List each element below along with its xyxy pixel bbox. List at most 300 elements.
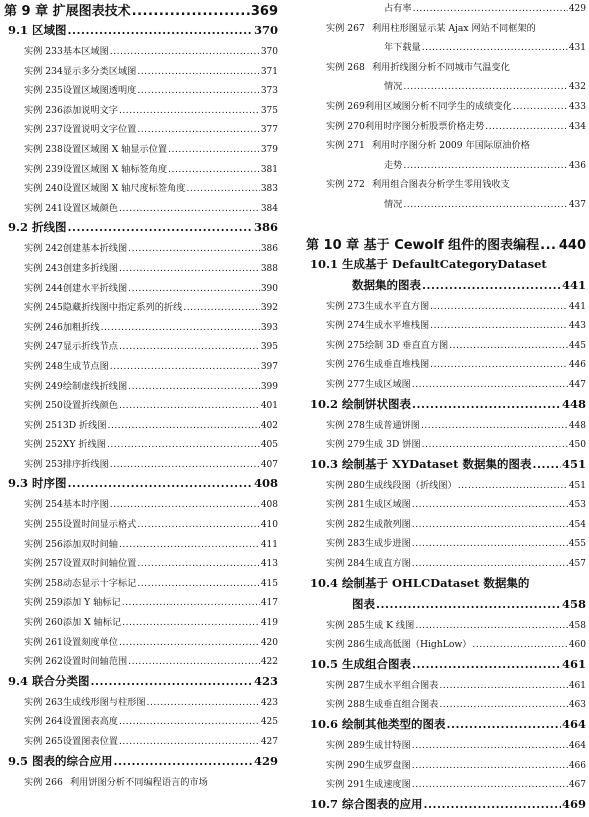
- entry-title: 动态显示十字标记: [62, 577, 137, 589]
- page-number: 460: [568, 640, 586, 651]
- section-heading: [306, 456, 586, 477]
- page-number: 451: [568, 480, 586, 491]
- toc-entry: [306, 376, 586, 396]
- entry-title: 利用折线图分析不同城市气温变化: [372, 61, 510, 73]
- section-title: 9.2 折线图: [8, 220, 67, 235]
- entry-title: 隐藏折线图中指定系列的折线: [62, 302, 183, 314]
- example-number: 实例 233: [24, 46, 63, 57]
- entry-title: 利用饼图分析不同编程语言的市场: [70, 776, 208, 788]
- page-number: 393: [260, 322, 278, 333]
- example-number: 实例 279: [326, 439, 365, 451]
- toc-entry-continued: [306, 157, 586, 177]
- leader-dots: [412, 519, 568, 530]
- entry-title: 生成 K 线图: [364, 619, 415, 631]
- page-number: 461: [568, 680, 586, 691]
- page-number: 455: [568, 539, 586, 550]
- section-heading: [4, 673, 278, 694]
- example-number: 实例 268: [326, 61, 365, 73]
- entry-title: 生成垂直组合图表: [364, 699, 439, 711]
- page-number: 429: [253, 753, 278, 768]
- toc-entry: [4, 456, 278, 476]
- toc-entry: [306, 176, 586, 196]
- leader-dots: [110, 459, 260, 470]
- leader-dots: [137, 558, 259, 569]
- example-number: 实例 244: [24, 282, 63, 294]
- toc-entry: [4, 733, 278, 753]
- entry-title: 设置区域图 X 轴标签角度: [62, 163, 168, 175]
- entry-title: 生成甘特图: [364, 740, 411, 752]
- leader-dots: [137, 66, 259, 77]
- page-number: 423: [260, 697, 278, 708]
- page-number: 411: [260, 539, 278, 550]
- leader-dots: [540, 238, 558, 253]
- entry-title: 生成线形图与柱形图: [62, 696, 146, 708]
- entry-title: 生成垂直堆栈图: [364, 359, 430, 371]
- toc-entry: [4, 82, 278, 102]
- example-number: 实例 287: [326, 679, 365, 691]
- page-number: 437: [568, 199, 586, 210]
- example-number: 实例 286: [326, 639, 365, 651]
- toc-entry: [4, 43, 278, 63]
- page-number: 441: [561, 277, 586, 292]
- toc-entry: [306, 298, 586, 318]
- leader-dots: [412, 779, 568, 790]
- example-number: 实例 257: [24, 558, 63, 570]
- example-number: 实例 281: [326, 499, 365, 511]
- example-number: 实例 258: [24, 577, 63, 589]
- example-number: 实例 285: [326, 619, 365, 631]
- page-number: 370: [253, 23, 278, 37]
- page-number: 375: [260, 105, 278, 116]
- chapter-title: 第 10 章 基于 Cewolf 组件的图表编程: [306, 237, 540, 253]
- leader-dots: [422, 42, 568, 53]
- entry-title: 占有率: [384, 3, 412, 14]
- example-number: 实例 247: [24, 341, 63, 353]
- page-number: 427: [260, 737, 278, 747]
- entry-title: XY 折线图: [62, 439, 106, 451]
- leader-dots: [485, 121, 568, 132]
- section-title: 9.4 联合分类图: [8, 673, 90, 688]
- toc-entry: [306, 477, 586, 497]
- entry-title: 走势: [384, 159, 403, 171]
- entry-title: 基本时序图: [62, 499, 109, 511]
- leader-dots: [376, 597, 561, 611]
- page-number: 407: [260, 459, 278, 470]
- page-number: 408: [253, 476, 278, 491]
- leader-dots: [137, 578, 259, 589]
- leader-dots: [412, 379, 568, 390]
- example-number: 实例 238: [24, 143, 63, 155]
- entry-title: 生成 3D 饼图: [364, 439, 421, 451]
- entry-title: 生成速度图: [364, 779, 411, 791]
- entry-title: 设置说明文字位置: [62, 124, 137, 136]
- entry-title: 创建多折线图: [62, 262, 118, 274]
- page-number: 381: [260, 164, 278, 175]
- leader-dots: [119, 539, 260, 550]
- example-number: 实例 265: [24, 736, 63, 747]
- entry-title: 生成线段图（折线图）: [364, 479, 457, 491]
- toc-entry: [306, 59, 586, 79]
- toc-entry: [306, 677, 586, 697]
- section-title: 10.3 绘制基于 XYDataset 数据集的图表: [310, 456, 532, 471]
- section-heading-continued: [306, 596, 586, 617]
- toc-entry: [306, 137, 586, 157]
- page-number: 395: [260, 342, 278, 353]
- example-number: 实例 273: [326, 300, 365, 312]
- leader-dots: [119, 341, 260, 352]
- entry-title: 绘制 3D 垂直直方图: [364, 339, 449, 351]
- section-heading: [4, 219, 278, 240]
- toc-entry: [306, 757, 586, 777]
- leader-dots: [439, 699, 567, 710]
- section-title: 9.3 时序图: [8, 476, 67, 491]
- example-number: 实例 260: [24, 617, 63, 629]
- entry-title: 情况: [384, 81, 403, 93]
- entry-title: 设置时间轴范围: [62, 656, 128, 668]
- toc-right-column: [306, 0, 586, 817]
- toc-entry: [306, 737, 586, 757]
- leader-dots: [412, 397, 561, 411]
- example-number: 实例 274: [326, 320, 365, 332]
- entry-title: 利用时序图分析 2009 年国际原油价格: [372, 140, 530, 152]
- entry-title: 利用柱形图显示某 Ajax 网站不同框架的: [372, 22, 536, 34]
- example-number: 实例 276: [326, 359, 365, 371]
- toc-entry: [306, 436, 586, 456]
- toc-entry: [306, 118, 586, 138]
- page-number: 390: [260, 283, 278, 294]
- section-heading: [306, 716, 586, 737]
- entry-title: 生成直方图: [364, 558, 411, 570]
- page-number: 392: [260, 303, 278, 314]
- leader-dots: [119, 716, 260, 727]
- section-title: 10.4 绘制基于 OHLCDataset 数据集的: [310, 575, 530, 590]
- leader-dots: [101, 322, 260, 333]
- example-number: 实例 250: [24, 400, 63, 412]
- example-number: 实例 263: [24, 696, 63, 708]
- toc-entry: [4, 575, 278, 595]
- toc-entry: [306, 535, 586, 555]
- toc-entry: [4, 397, 278, 417]
- example-number: 实例 269: [326, 100, 365, 112]
- toc-entry: [4, 338, 278, 358]
- toc-entry: [306, 776, 586, 796]
- leader-dots: [412, 558, 568, 569]
- page-number: 443: [568, 321, 586, 332]
- toc-entry: [4, 774, 278, 794]
- section-heading: [4, 475, 278, 496]
- page-number: 436: [568, 160, 586, 171]
- page-number: 441: [568, 301, 586, 312]
- section-title: 9.1 区域图: [8, 23, 67, 37]
- entry-title: 设置区域图透明度: [62, 85, 137, 97]
- page-number: 467: [568, 780, 586, 791]
- entry-title: 设置区域图 X 轴显示位置: [62, 143, 168, 155]
- leader-dots: [412, 499, 568, 510]
- page-number: 454: [568, 519, 586, 530]
- entry-title: 设置区域颜色: [62, 202, 118, 214]
- chapter-heading: [306, 234, 586, 256]
- page-number: 464: [561, 717, 586, 732]
- entry-title: 设置折线颜色: [62, 400, 118, 412]
- entry-title: 利用时序图分析股票价格走势: [364, 120, 485, 132]
- example-number: 实例 248: [24, 360, 63, 372]
- entry-title: 利用组合图表分析学生零用钱收支: [372, 179, 510, 191]
- example-number: 实例 266: [24, 776, 63, 788]
- example-number: 实例 253: [24, 458, 63, 470]
- example-number: 实例 235: [24, 85, 63, 97]
- toc-entry: [4, 496, 278, 516]
- leader-dots: [119, 637, 260, 648]
- entry-title: 生成区域图: [364, 378, 411, 390]
- page-number: 405: [260, 440, 278, 451]
- section-title: 10.6 绘制其他类型的图表: [310, 717, 446, 732]
- leader-dots: [119, 400, 260, 411]
- toc-entry-continued: [306, 39, 586, 59]
- toc-entry: [4, 614, 278, 634]
- toc-entry: [4, 516, 278, 536]
- page-number: 453: [568, 500, 586, 511]
- example-number: 实例 272: [326, 179, 365, 191]
- leader-dots: [186, 183, 259, 194]
- page-number: 448: [561, 396, 586, 411]
- toc-entry: [4, 653, 278, 673]
- leader-dots: [458, 480, 568, 491]
- chapter-title: 第 9 章 扩展图表技术: [4, 4, 131, 19]
- page-number: 384: [260, 203, 278, 214]
- entry-title: 添加 X 轴标记: [62, 617, 122, 629]
- leader-dots: [128, 283, 260, 294]
- leader-dots: [128, 656, 260, 667]
- page-number: 448: [568, 420, 586, 431]
- entry-title: 3D 折线图: [62, 419, 107, 431]
- toc-entry: [306, 98, 586, 118]
- example-number: 实例 291: [326, 779, 365, 791]
- entry-title: 设置图表高度: [62, 716, 118, 728]
- example-number: 实例 249: [24, 380, 63, 392]
- page-number: 423: [253, 673, 278, 688]
- example-number: 实例 290: [326, 759, 365, 771]
- leader-dots: [412, 760, 568, 771]
- page-number: 469: [561, 796, 586, 811]
- toc-entry: [306, 337, 586, 357]
- entry-title: 生成散列图: [364, 518, 411, 530]
- section-title: 9.5 图表的综合应用: [8, 753, 113, 768]
- example-number: 实例 284: [326, 558, 365, 570]
- page-number: 369: [250, 4, 278, 19]
- toc-entry-continued: [306, 78, 586, 98]
- page-number: 402: [260, 420, 278, 431]
- leader-dots: [119, 203, 260, 214]
- example-number: 实例 251: [24, 419, 63, 431]
- toc-entry: [4, 436, 278, 456]
- example-number: 实例 255: [24, 519, 63, 531]
- leader-dots: [403, 160, 567, 171]
- page-number: 420: [260, 637, 278, 648]
- leader-dots: [412, 538, 568, 549]
- leader-dots: [132, 4, 250, 19]
- page-number: 429: [568, 4, 586, 14]
- page-number: 458: [561, 596, 586, 611]
- leader-dots: [430, 320, 568, 331]
- page-number: 399: [260, 381, 278, 392]
- leader-dots: [110, 361, 260, 372]
- toc-entry: [306, 356, 586, 376]
- page-number: 458: [568, 620, 586, 631]
- leader-dots: [413, 3, 568, 14]
- example-number: 实例 259: [24, 597, 63, 609]
- page-number: 433: [568, 101, 586, 112]
- leader-dots: [137, 85, 259, 96]
- leader-dots: [415, 620, 568, 631]
- page-number: 451: [561, 456, 586, 471]
- entry-title: 显示多分类区域图: [62, 65, 137, 77]
- leader-dots: [91, 674, 253, 688]
- example-number: 实例 256: [24, 538, 63, 550]
- section-heading: [4, 22, 278, 43]
- example-number: 实例 275: [326, 339, 365, 351]
- example-number: 实例 254: [24, 499, 63, 511]
- leader-dots: [68, 23, 253, 37]
- leader-dots: [430, 359, 568, 370]
- leader-dots: [147, 697, 260, 708]
- page-number: 408: [260, 500, 278, 511]
- example-number: 实例 277: [326, 378, 365, 390]
- entry-title: 添加说明文字: [62, 104, 118, 116]
- leader-dots: [447, 717, 561, 731]
- leader-dots: [412, 657, 561, 671]
- toc-entry: [4, 634, 278, 654]
- toc-entry: [4, 180, 278, 200]
- leader-dots: [107, 439, 260, 450]
- page-number: 447: [568, 379, 586, 390]
- toc-entry-continued: [306, 196, 586, 216]
- page-number: 373: [260, 86, 278, 97]
- entry-title: 添加 Y 轴标记: [62, 597, 121, 609]
- example-number: 实例 264: [24, 716, 63, 728]
- page-number: 377: [260, 125, 278, 136]
- section-title: 图表: [352, 596, 375, 611]
- leader-dots: [108, 420, 260, 431]
- entry-title: 基本区域图: [62, 46, 109, 57]
- example-number: 实例 283: [326, 538, 365, 550]
- toc-entry: [4, 260, 278, 280]
- leader-dots: [119, 263, 260, 274]
- page-number: 413: [260, 559, 278, 570]
- page-number: 434: [568, 121, 586, 132]
- toc-entry: [4, 141, 278, 161]
- page-number: 386: [260, 244, 278, 255]
- section-title: 10.7 综合图表的应用: [310, 796, 423, 811]
- leader-dots: [137, 519, 259, 530]
- example-number: 实例 245: [24, 302, 63, 314]
- page-number: 457: [568, 559, 586, 570]
- toc-entry: [4, 378, 278, 398]
- entry-title: 生成高低图（HighLow）: [364, 639, 472, 651]
- leader-dots: [137, 124, 259, 135]
- toc-entry: [306, 636, 586, 656]
- toc-entry: [4, 240, 278, 260]
- toc-entry: [306, 317, 586, 337]
- toc-entry: [4, 555, 278, 575]
- page-number: 432: [568, 82, 586, 93]
- toc-entry: [4, 63, 278, 83]
- toc-entry: [4, 536, 278, 556]
- page-number: 397: [260, 361, 278, 372]
- page-number: 440: [558, 237, 586, 253]
- example-number: 实例 280: [326, 479, 365, 491]
- toc-entry: [4, 417, 278, 437]
- page-number: 371: [260, 66, 278, 77]
- leader-dots: [168, 164, 260, 175]
- entry-title: 设置刻度单位: [62, 636, 118, 648]
- entry-title: 添加双时间轴: [62, 538, 118, 550]
- toc-entry: [4, 358, 278, 378]
- example-number: 实例 236: [24, 104, 63, 116]
- page-number: 401: [260, 401, 278, 412]
- entry-title: 利用区域图分析不同学生的成绩变化: [364, 100, 512, 112]
- example-number: 实例 262: [24, 656, 63, 668]
- leader-dots: [68, 220, 253, 234]
- page-number: 450: [568, 440, 586, 451]
- leader-dots: [122, 617, 260, 628]
- entry-title: 显示折线节点: [62, 341, 118, 353]
- leader-dots: [513, 101, 568, 112]
- entry-title: 生成区域图: [364, 499, 411, 511]
- toc-left-column: [4, 0, 278, 793]
- leader-dots: [403, 199, 567, 210]
- page-number: 415: [260, 578, 278, 589]
- toc-entry: [306, 417, 586, 437]
- example-number: 实例 237: [24, 124, 63, 136]
- leader-dots: [68, 476, 253, 490]
- entry-title: 排序折线图: [62, 458, 109, 470]
- toc-entry: [4, 694, 278, 714]
- leader-dots: [110, 46, 260, 57]
- entry-title: 生成节点图: [62, 360, 109, 372]
- page-number: 388: [260, 263, 278, 274]
- toc-entry: [306, 516, 586, 536]
- example-number: 实例 246: [24, 321, 63, 333]
- example-number: 实例 234: [24, 65, 63, 77]
- page-number: 466: [568, 760, 586, 771]
- leader-dots: [439, 680, 567, 691]
- section-title: 10.2 绘制饼状图表: [310, 396, 412, 411]
- entry-title: 生成水平组合图表: [364, 679, 439, 691]
- example-number: 实例 282: [326, 518, 365, 530]
- chapter-heading: [4, 0, 278, 22]
- leader-dots: [472, 639, 567, 650]
- example-number: 实例 241: [24, 202, 63, 214]
- leader-dots: [422, 439, 568, 450]
- toc-entry-continued: [306, 0, 586, 20]
- toc-entry: [4, 200, 278, 220]
- leader-dots: [128, 243, 260, 254]
- page-number: 419: [260, 618, 278, 629]
- entry-title: 生成普通饼图: [364, 419, 420, 431]
- example-number: 实例 252: [24, 439, 63, 451]
- page-number: 383: [260, 184, 278, 195]
- leader-dots: [168, 144, 260, 155]
- entry-title: 设置双时间轴位置: [62, 558, 137, 570]
- entry-title: 绘制虚线折线图: [62, 380, 128, 392]
- leader-dots: [532, 457, 561, 471]
- example-number: 实例 271: [326, 140, 365, 152]
- toc-entry: [306, 696, 586, 716]
- page-number: 445: [568, 340, 586, 351]
- page-number: 425: [260, 717, 278, 728]
- entry-title: 创建水平折线图: [62, 282, 128, 294]
- section-title: 数据集的图表: [352, 277, 421, 292]
